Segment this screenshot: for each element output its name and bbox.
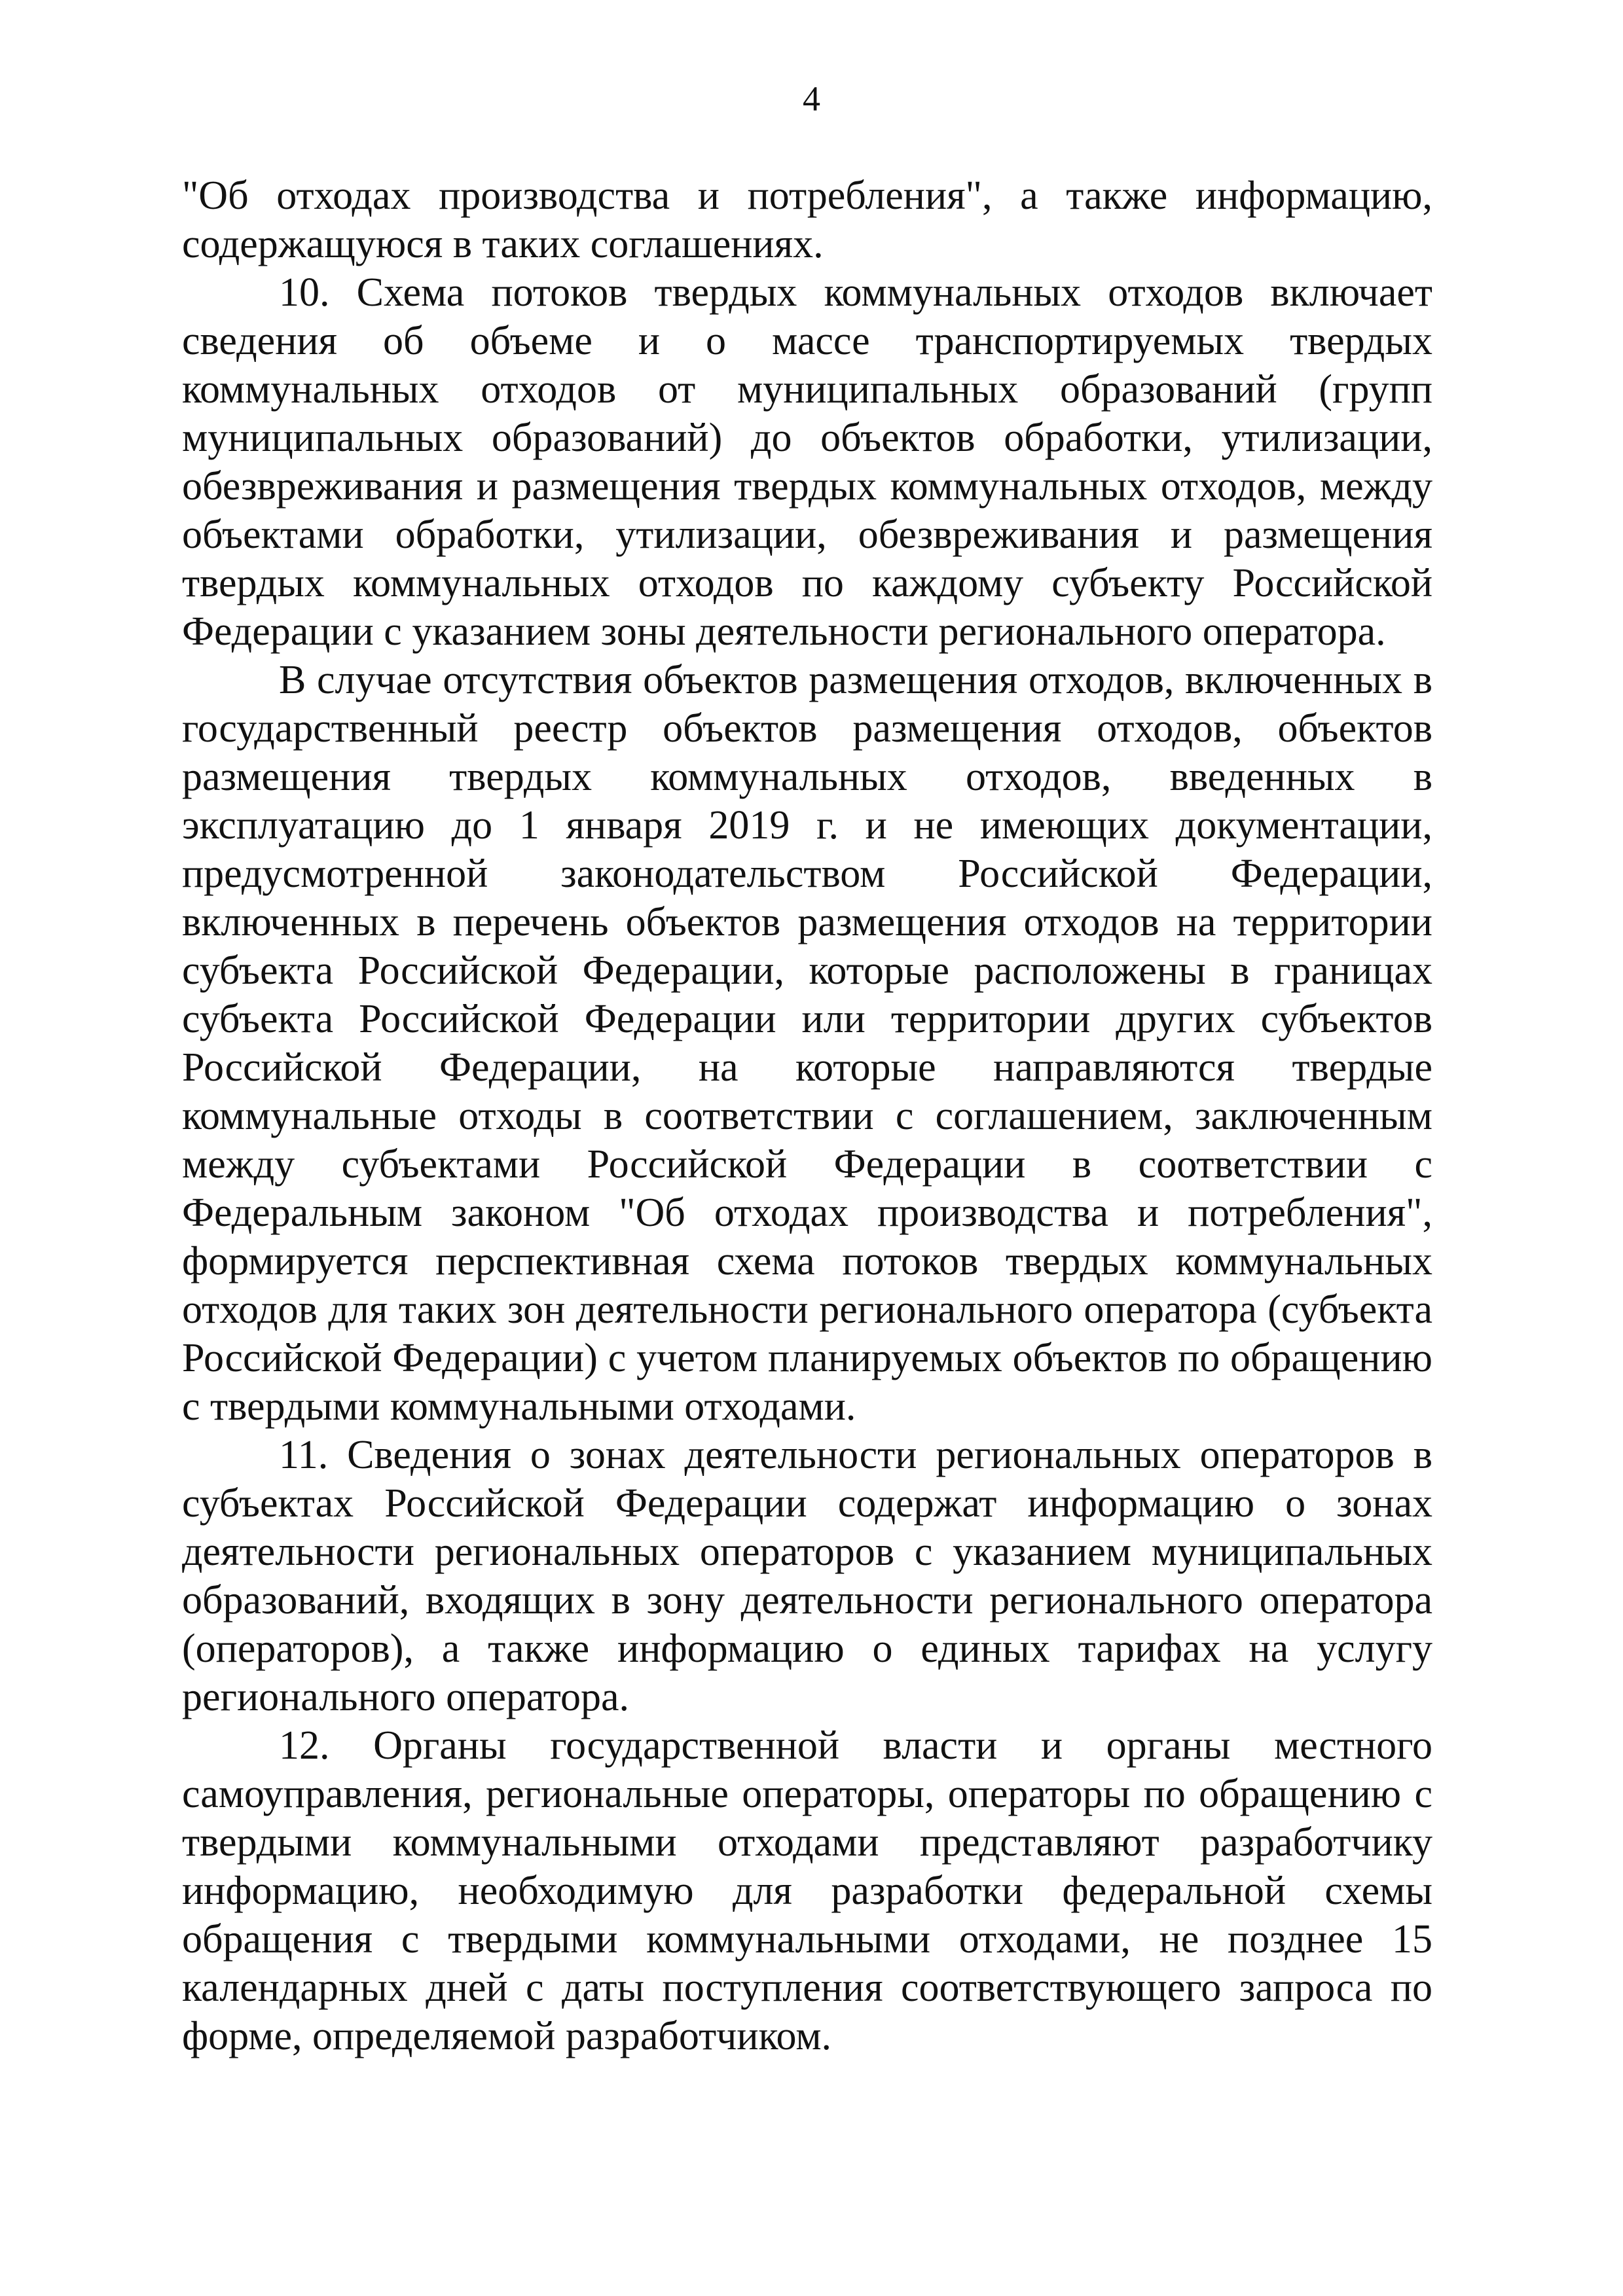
page-number: 4 [803,79,820,118]
paragraph-item-12: 12. Органы государственной власти и органы местного самоуправления, региональные операторы, операторы по обращению с твердыми коммунальными отходами представляют разработчику информацию, необходимую для разработки федеральной схемы обращения с твердыми коммунальными отходами, не позднее 15 календарных дней с даты поступления соответствующего запроса по форме, определяемой разработчиком. [182,1723,1432,2058]
document-body [182,171,1432,2060]
paragraph-item-10-continued: В случае отсутствия объектов размещения отходов, включенных в государственный реестр объектов размещения отходов, объектов размещения твердых коммунальных отходов, введенных в эксплуатацию до 1 января 2019 г. и не имеющих документации, предусмотренной законодательством Российской Федерации, включенных в перечень объектов размещения отходов на территории субъекта Российской Федерации, которые расположены в границах субъекта Российской Федерации или территории других субъектов Российской Федерации, на которые направляются твердые коммунальные отходы в соответствии с соглашением, заключенным между субъектами Российской Федерации в соответствии с Федеральным законом "Об отходах производства и потребления", формируется перспективная схема потоков твердых коммунальных отходов для таких зон деятельности регионального оператора (субъекта Российской Федерации) с учетом планируемых объектов по обращению с твердыми коммунальными отходами. [182,658,1432,1429]
paragraph-continuation: "Об отходах производства и потребления", а также информацию, содержащуюся в таких соглашениях. [182,173,1432,266]
paragraph-item-11: 11. Сведения о зонах деятельности региональных операторов в субъектах Российской Федерации содержат информацию о зонах деятельности региональных операторов с указанием муниципальных образований, входящих в зону деятельности регионального оператора (операторов), а также информацию о единых тарифах на услугу регионального оператора. [182,1433,1432,1719]
paragraph-item-10: 10. Схема потоков твердых коммунальных отходов включает сведения об объеме и о массе транспортируемых твердых коммунальных отходов от муниципальных образований (групп муниципальных образований) до объектов обработки, утилизации, обезвреживания и размещения твердых коммунальных отходов, между объектами обработки, утилизации, обезвреживания и размещения твердых коммунальных отходов по каждому субъекту Российской Федерации с указанием зоны деятельности регионального оператора. [182,270,1432,654]
